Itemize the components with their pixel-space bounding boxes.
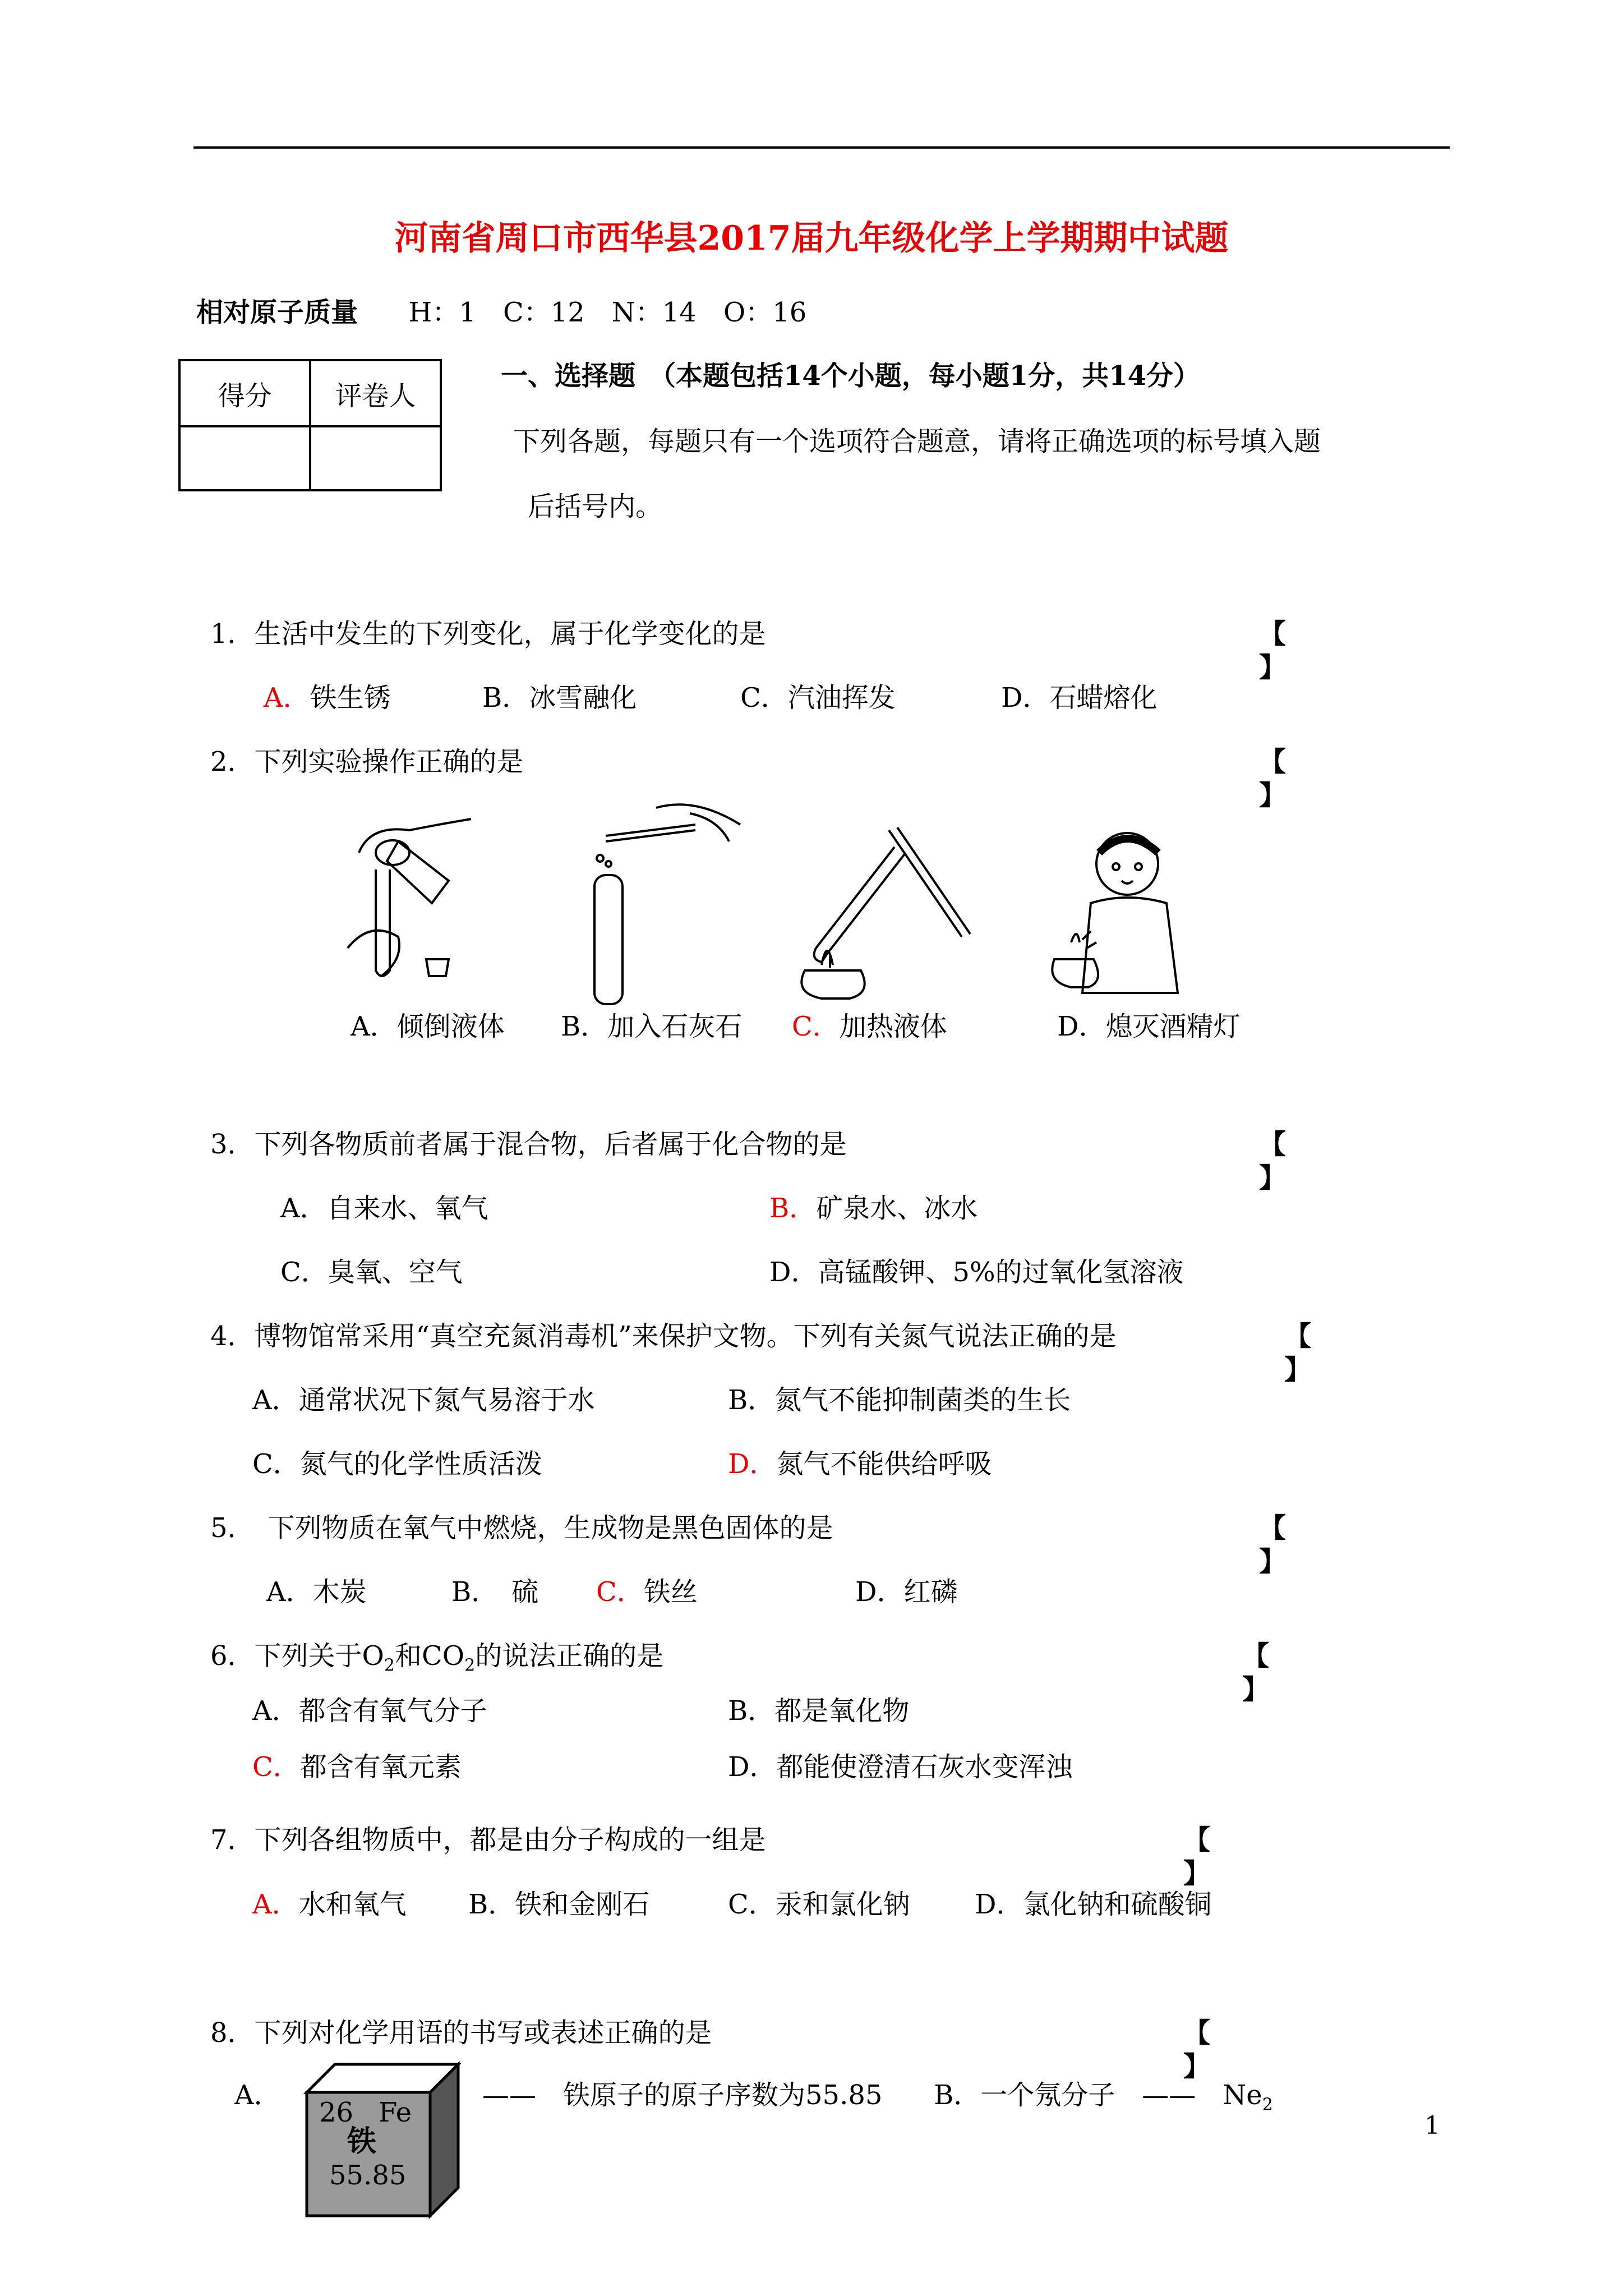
question-2-option-a: A．倾倒液体	[351, 1011, 505, 1042]
question-5-option-a: A．木炭	[266, 1576, 367, 1608]
question-3-option-d: D．高锰酸钾、5%的过氧化氢溶液	[769, 1257, 1184, 1288]
question-4-option-a: A．通常状况下氮气易溶于水	[252, 1384, 595, 1416]
element-symbol: Fe	[379, 2097, 412, 2128]
question-8-option-a-text: —— 铁原子的原子序数为55.85	[482, 2079, 883, 2111]
pouring-liquid-illustration	[336, 808, 482, 987]
answer-bracket-6[interactable]: 【】	[1242, 1640, 1270, 1705]
question-2-option-d: D．熄灭酒精灯	[1057, 1011, 1241, 1042]
question-4-option-b: B．氮气不能抑制菌类的生长	[728, 1384, 1071, 1416]
question-3-option-a: A．自来水、氧气	[280, 1193, 488, 1224]
answer-bracket-5[interactable]: 【】	[1259, 1512, 1287, 1577]
page-title: 河南省周口市西华县2017届九年级化学上学期期中试题	[394, 219, 1229, 258]
score-cell[interactable]	[179, 426, 310, 490]
answer-bracket-2[interactable]: 【】	[1259, 746, 1287, 811]
adding-limestone-illustration	[583, 802, 751, 1010]
header-rule	[193, 146, 1450, 149]
question-1-option-a: A．铁生锈	[264, 682, 391, 714]
answer-bracket-4[interactable]: 【】	[1284, 1320, 1312, 1386]
score-header: 得分	[179, 360, 310, 426]
question-3-option-b: B．矿泉水、冰水	[769, 1193, 978, 1224]
page-number: 1	[1424, 2111, 1440, 2140]
element-tile-frame	[307, 2064, 464, 2216]
section-instruction-2: 后括号内。	[528, 491, 663, 522]
question-4-option-d: D．氮气不能供给呼吸	[728, 1448, 992, 1480]
answer-bracket-1[interactable]: 【】	[1259, 618, 1287, 683]
question-6-option-b: B．都是氧化物	[728, 1695, 910, 1727]
element-name: 铁	[347, 2124, 377, 2159]
question-3-stem: 3．下列各物质前者属于混合物，后者属于化合物的是	[210, 1129, 847, 1160]
element-atomic-mass: 55.85	[329, 2160, 407, 2191]
question-2-option-b: B．加入石灰石	[561, 1011, 743, 1042]
question-5-option-b: B． 硫	[451, 1576, 539, 1608]
question-4-option-c: C．氮气的化学性质活泼	[252, 1448, 542, 1480]
grader-header: 评卷人	[310, 360, 441, 426]
atomic-mass-line	[196, 296, 806, 329]
question-7-option-b: B．铁和金刚石	[468, 1889, 650, 1920]
atomic-mass-values: H：1 C：12 N：14 O：16	[408, 297, 807, 328]
question-7-option-c: C．汞和氯化钠	[728, 1889, 910, 1920]
question-8-option-a-letter: A．	[234, 2079, 281, 2111]
question-4-stem: 4．博物馆常采用“真空充氮消毒机”来保护文物。下列有关氮气说法正确的是	[210, 1320, 1117, 1352]
question-1-option-b: B．冰雪融化	[482, 682, 637, 714]
element-atomic-number: 26	[319, 2097, 354, 2128]
question-1-stem: 1．生活中发生的下列变化，属于化学变化的是	[210, 618, 766, 650]
question-2-option-c: C．加热液体	[792, 1011, 947, 1042]
score-table	[178, 359, 442, 491]
question-6-option-c: C．都含有氧元素	[252, 1751, 462, 1783]
question-1-option-c: C．汽油挥发	[740, 682, 896, 714]
grader-cell[interactable]	[310, 426, 441, 490]
question-6-option-d: D．都能使澄清石灰水变浑浊	[728, 1751, 1073, 1783]
atomic-mass-label: 相对原子质量	[196, 297, 358, 328]
answer-bracket-7[interactable]: 【】	[1183, 1824, 1211, 1889]
question-1-option-d: D．石蜡熔化	[1001, 682, 1158, 714]
question-5-option-c: C．铁丝	[596, 1576, 698, 1608]
question-2-stem: 2．下列实验操作正确的是	[210, 746, 524, 777]
extinguishing-lamp-illustration	[1038, 830, 1206, 999]
question-6-option-a: A．都含有氧气分子	[252, 1695, 487, 1727]
question-7-option-a: A．水和氧气	[252, 1889, 407, 1920]
answer-bracket-3[interactable]: 【】	[1259, 1129, 1287, 1194]
question-7-stem: 7．下列各组物质中，都是由分子构成的一组是	[210, 1824, 766, 1856]
question-3-option-c: C．臭氧、空气	[280, 1257, 463, 1288]
section-instruction-1: 下列各题，每题只有一个选项符合题意，请将正确选项的标号填入题	[513, 426, 1321, 457]
question-8-option-b: B．一个氖分子 —— $Ne_2$	[934, 2079, 1273, 2115]
element-tile-iron	[307, 2064, 464, 2216]
answer-bracket-8[interactable]: 【】	[1183, 2017, 1211, 2082]
question-8-stem: 8．下列对化学用语的书写或表述正确的是	[210, 2017, 712, 2049]
heating-liquid-illustration	[777, 825, 979, 1010]
question-6-stem: 6．下列关于$O_2$和$CO_2$的说法正确的是	[210, 1640, 664, 1676]
section-heading: 一、选择题 （本题包括14个小题，每小题1分，共14分）	[501, 360, 1200, 392]
question-5-option-d: D．红磷	[855, 1576, 958, 1608]
question-7-option-d: D．氯化钠和硫酸铜	[975, 1889, 1212, 1920]
question-5-stem: 5． 下列物质在氧气中燃烧，生成物是黑色固体的是	[210, 1512, 833, 1544]
